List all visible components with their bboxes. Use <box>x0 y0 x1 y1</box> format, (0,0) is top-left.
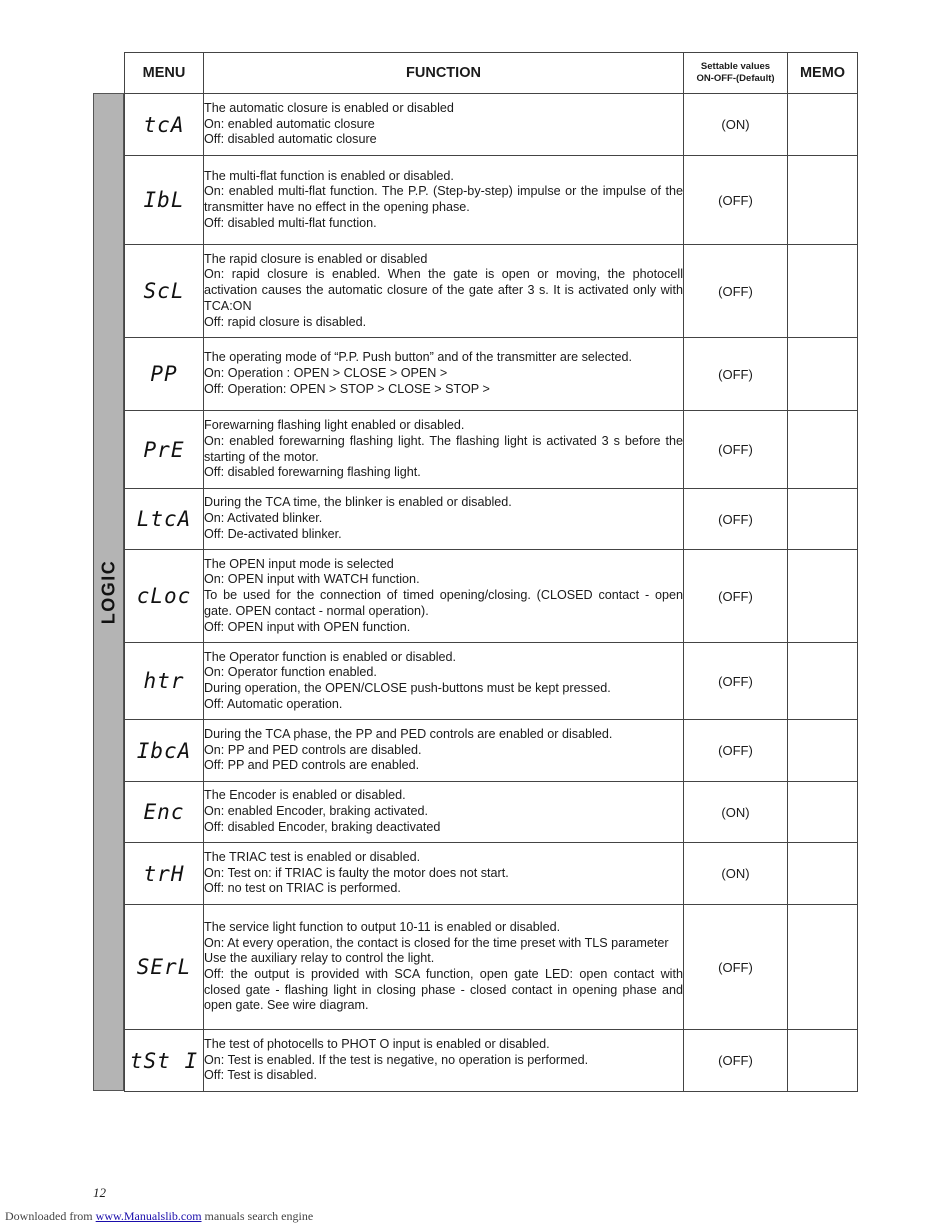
function-text-line: Use the auxiliary relay to control the light. <box>204 951 435 966</box>
function-cell <box>204 338 684 411</box>
function-text-line: On: Activated blinker. <box>204 511 323 526</box>
menu-cell <box>125 94 204 156</box>
function-cell <box>204 643 684 720</box>
function-cell <box>204 411 684 489</box>
menu-header: MENU <box>125 53 204 94</box>
menu-code: htr <box>143 669 185 693</box>
table-row <box>125 1030 858 1092</box>
table-row <box>125 643 858 720</box>
menu-code: trH <box>143 861 185 886</box>
function-text-line: Forewarning flashing light enabled or disabled. <box>204 418 465 433</box>
function-text-line: On: At every operation, the contact is closed for the time preset with TLS parameter <box>204 935 669 950</box>
table-row <box>125 843 858 905</box>
memo-cell <box>788 489 858 550</box>
function-text-line: Off: OPEN input with OPEN function. <box>204 619 411 634</box>
table-row <box>125 720 858 782</box>
function-cell <box>204 156 684 245</box>
logic-settings-table <box>124 52 858 1092</box>
table-row <box>125 245 858 338</box>
function-text-line: Off: disabled forewarning flashing light. <box>204 465 421 480</box>
function-cell <box>204 550 684 643</box>
function-text-line: On: enabled forewarning flashing light. The flashing light is activated 3 s before the starting of the motor. <box>204 433 683 464</box>
menu-cell <box>125 411 204 489</box>
function-text-line: The automatic closure is enabled or disabled <box>204 100 454 115</box>
menu-code: tcA <box>143 112 185 137</box>
settable-value-cell: (ON) <box>684 782 788 843</box>
page-number: 12 <box>93 1185 106 1200</box>
settable-value-cell: (OFF) <box>684 1030 788 1092</box>
menu-cell <box>125 782 204 843</box>
function-text-line: On: enabled automatic closure <box>204 116 375 131</box>
memo-cell <box>788 94 858 156</box>
table-row <box>125 905 858 1030</box>
function-cell <box>204 843 684 905</box>
function-text-line: The OPEN input mode is selected <box>204 556 394 571</box>
settable-value-cell: (OFF) <box>684 245 788 338</box>
logic-side-band <box>93 93 124 1091</box>
function-text-line: The multi-flat function is enabled or disabled. <box>204 168 454 183</box>
settable-value-cell: (OFF) <box>684 489 788 550</box>
function-text-line: The Operator function is enabled or disabled. <box>204 649 457 664</box>
table-row <box>125 94 858 156</box>
settable-value-cell: (OFF) <box>684 411 788 489</box>
table-row <box>125 156 858 245</box>
table-row <box>125 782 858 843</box>
function-cell <box>204 1030 684 1092</box>
settable-value-cell: (OFF) <box>684 338 788 411</box>
menu-cell <box>125 489 204 550</box>
function-text-line: Off: PP and PED controls are enabled. <box>204 758 420 773</box>
function-text-line: During the TCA phase, the PP and PED controls are enabled or disabled. <box>204 726 613 741</box>
menu-cell <box>125 643 204 720</box>
function-text-line: During operation, the OPEN/CLOSE push-buttons must be kept pressed. <box>204 681 611 695</box>
memo-cell <box>788 720 858 782</box>
function-text-line: Off: no test on TRIAC is performed. <box>204 881 401 896</box>
menu-cell <box>125 245 204 338</box>
function-text-line: Off: the output is provided with SCA function, open gate LED: open contact with closed gate - flashing light in closing phase - closed contact in opening phase and open gate. See wire diagram. <box>204 967 683 1013</box>
memo-header: MEMO <box>788 53 858 94</box>
settable-value-cell: (OFF) <box>684 550 788 643</box>
footer <box>5 1209 313 1224</box>
function-text-line: On: Operator function enabled. <box>204 665 377 680</box>
menu-cell <box>125 156 204 245</box>
function-cell <box>204 905 684 1030</box>
settable-values-header <box>684 53 788 94</box>
memo-cell <box>788 411 858 489</box>
menu-cell <box>125 1030 204 1092</box>
function-text-line: To be used for the connection of timed opening/closing. (CLOSED contact - open gate. OPEN contact - normal operation). <box>204 588 683 618</box>
memo-cell <box>788 550 858 643</box>
function-text-line: Off: Automatic operation. <box>204 696 343 711</box>
settable-value-cell: (OFF) <box>684 905 788 1030</box>
function-header: FUNCTION <box>204 53 684 94</box>
settable-value-cell: (OFF) <box>684 720 788 782</box>
function-text-line: On: PP and PED controls are disabled. <box>204 742 422 757</box>
table-row <box>125 411 858 489</box>
function-text-line: On: OPEN input with WATCH function. <box>204 572 420 587</box>
function-text-line: On: rapid closure is enabled. When the gate is open or moving, the photocell activation causes the automatic closure of the gate after 3 s. It is activated only with TCA:ON <box>204 267 683 313</box>
menu-cell <box>125 550 204 643</box>
function-text-line: During the TCA time, the blinker is enabled or disabled. <box>204 495 512 510</box>
table-row <box>125 338 858 411</box>
memo-cell <box>788 1030 858 1092</box>
memo-cell <box>788 843 858 905</box>
table-row <box>125 489 858 550</box>
menu-code: ScL <box>143 279 185 303</box>
menu-code: cLoc <box>136 584 192 608</box>
logic-side-label: LOGIC <box>98 559 118 625</box>
function-text-line: On: Operation : OPEN > CLOSE > OPEN > <box>204 366 448 381</box>
function-text-line: Off: disabled Encoder, braking deactivated <box>204 819 441 834</box>
function-cell <box>204 489 684 550</box>
function-text-line: On: enabled Encoder, braking activated. <box>204 804 429 819</box>
function-text-line: On: enabled multi-flat function. The P.P. (Step-by-step) impulse or the impulse of the transmitter have no effect in the opening phase. <box>204 184 683 214</box>
footer-link[interactable]: www.Manualslib.com <box>95 1209 202 1223</box>
footer-suffix: manuals search engine <box>201 1209 314 1223</box>
settable-value-cell: (OFF) <box>684 156 788 245</box>
menu-cell <box>125 720 204 782</box>
menu-code: IbL <box>143 188 185 212</box>
function-text-line: The rapid closure is enabled or disabled <box>204 251 428 266</box>
menu-code: PP <box>150 362 178 386</box>
menu-cell <box>125 843 204 905</box>
settable-value-cell: (ON) <box>684 843 788 905</box>
memo-cell <box>788 156 858 245</box>
function-text-line: The service light function to output 10-11 is enabled or disabled. <box>204 919 561 934</box>
function-text-line: On: Test is enabled. If the test is negative, no operation is performed. <box>204 1052 589 1067</box>
memo-cell <box>788 245 858 338</box>
settable-values-sub-label: ON-OFF-(Default) <box>696 73 775 84</box>
function-text-line: Off: disabled automatic closure <box>204 132 377 147</box>
settable-value-cell: (OFF) <box>684 643 788 720</box>
memo-cell <box>788 338 858 411</box>
menu-code: PrE <box>143 437 185 462</box>
function-cell <box>204 94 684 156</box>
settable-value-cell: (ON) <box>684 94 788 156</box>
menu-code: tSt I <box>129 1048 199 1073</box>
footer-prefix: Downloaded from <box>5 1209 96 1223</box>
settable-values-label: Settable values <box>700 61 771 72</box>
function-text-line: The Encoder is enabled or disabled. <box>204 788 406 803</box>
function-text-line: Off: Operation: OPEN > STOP > CLOSE > STOP > <box>204 381 490 396</box>
memo-cell <box>788 643 858 720</box>
function-text-line: Off: rapid closure is disabled. <box>204 314 367 329</box>
menu-cell <box>125 338 204 411</box>
function-text-line: Off: De-activated blinker. <box>204 526 342 541</box>
menu-code: Enc <box>143 800 185 824</box>
function-cell <box>204 245 684 338</box>
function-text-line: The TRIAC test is enabled or disabled. <box>204 849 421 864</box>
table-row <box>125 550 858 643</box>
menu-cell <box>125 905 204 1030</box>
function-cell <box>204 782 684 843</box>
table-header-row <box>125 53 858 94</box>
function-text-line: The test of photocells to PHOT O input is enabled or disabled. <box>204 1036 550 1051</box>
memo-cell <box>788 905 858 1030</box>
function-text-line: The operating mode of “P.P. Push button” and of the transmitter are selected. <box>204 350 632 365</box>
table-body <box>125 94 858 1092</box>
function-text-line: Off: disabled multi-flat function. <box>204 215 377 230</box>
memo-cell <box>788 782 858 843</box>
menu-code: SErL <box>136 955 192 979</box>
function-text-line: Off: Test is disabled. <box>204 1068 317 1083</box>
menu-code: IbcA <box>136 738 192 763</box>
function-text-line: On: Test on: if TRIAC is faulty the motor does not start. <box>204 865 509 880</box>
menu-code: LtcA <box>136 507 192 531</box>
function-cell <box>204 720 684 782</box>
